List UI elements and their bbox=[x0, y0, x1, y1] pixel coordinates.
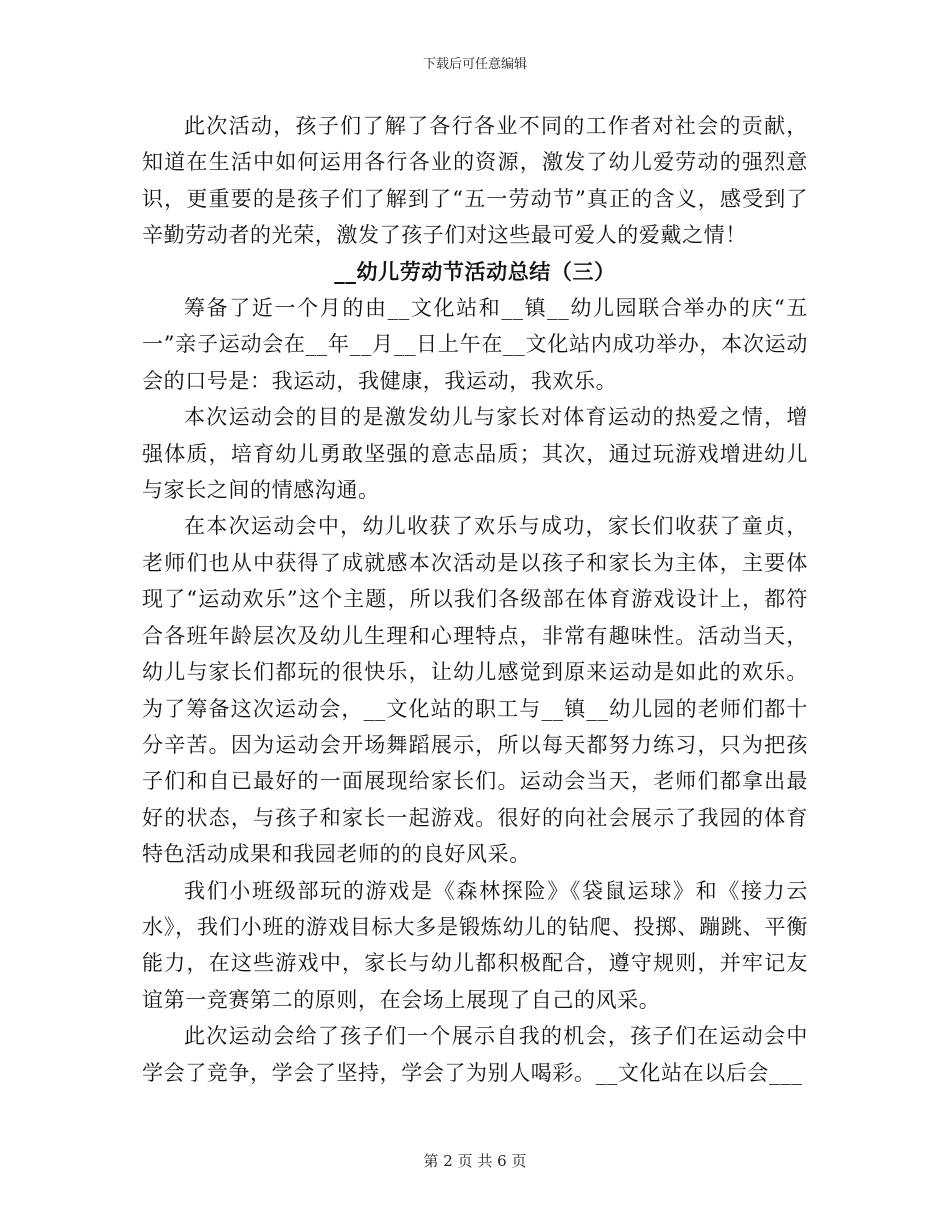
paragraph-closing: 此次运动会给了孩子们一个展示自我的机会，孩子们在运动会中学会了竞争，学会了坚持，学会了为别人喝彩。__文化站在以后会___ bbox=[142, 1024, 808, 1085]
page-footer: 第 2 页 共 6 页 bbox=[423, 1152, 527, 1170]
section-title: __幼儿劳动节活动总结（三） bbox=[334, 258, 616, 284]
paragraph-harvest: 在本次运动会中，幼儿收获了欢乐与成功，家长们收获了童贞，老师们也从中获得了成就感本次活动是以孩子和家长为主体，主要体现了“运动欢乐”这个主题，所以我们各级部在体育游戏设计上，都符合各班年龄层次及幼儿生理和心理特点，非常有趣味性。活动当天，幼儿与家长们都玩的很快乐，让幼儿感觉到原来运动是如此的欢乐。为了筹备这次运动会，__文化站的职工与__镇__幼儿园的老师们都十分辛苦。因为运动会开场舞蹈展示，所以每天都努力练习，只为把孩子们和自已最好的一面展现给家长们。运动会当天，老师们都拿出最好的状态，与孩子和家长一起游戏。很好的向社会展示了我园的体育特色活动成果和我园老师的的良好风采。 bbox=[142, 514, 808, 867]
paragraph-games: 我们小班级部玩的游戏是《森林探险》《袋鼠运球》和《接力云水》，我们小班的游戏目标大多是锻炼幼儿的钻爬、投掷、蹦跳、平衡能力，在这些游戏中，家长与幼儿都积极配合，遵守规则，并牢记友谊第一竞赛第二的原则，在会场上展现了自己的风采。 bbox=[142, 878, 808, 1012]
document-body bbox=[142, 108, 808, 1091]
paragraph-purpose: 本次运动会的目的是激发幼儿与家长对体育运动的热爱之情，增强体质，培育幼儿勇敢坚强的意志品质；其次，通过玩游戏增进幼儿与家长之间的情感沟通。 bbox=[142, 405, 808, 503]
page-header: 下载后可任意编辑 bbox=[422, 57, 527, 72]
paragraph-conclusion: 此次活动，孩子们了解了各行各业不同的工作者对社会的贡献，知道在生活中如何运用各行各业的资源，激发了幼儿爱劳动的强烈意识，更重要的是孩子们了解到了“五一劳动节”真正的含义，感受到了辛勤劳动者的光荣，激发了孩子们对这些最可爱人的爱戴之情！ bbox=[142, 114, 808, 248]
paragraph-intro: 筹备了近一个月的由__文化站和__镇__幼儿园联合举办的庆“五一”亲子运动会在__年__月__日上午在__文化站内成功举办，本次运动会的口号是：我运动，我健康，我运动，我欢乐。 bbox=[142, 296, 808, 393]
